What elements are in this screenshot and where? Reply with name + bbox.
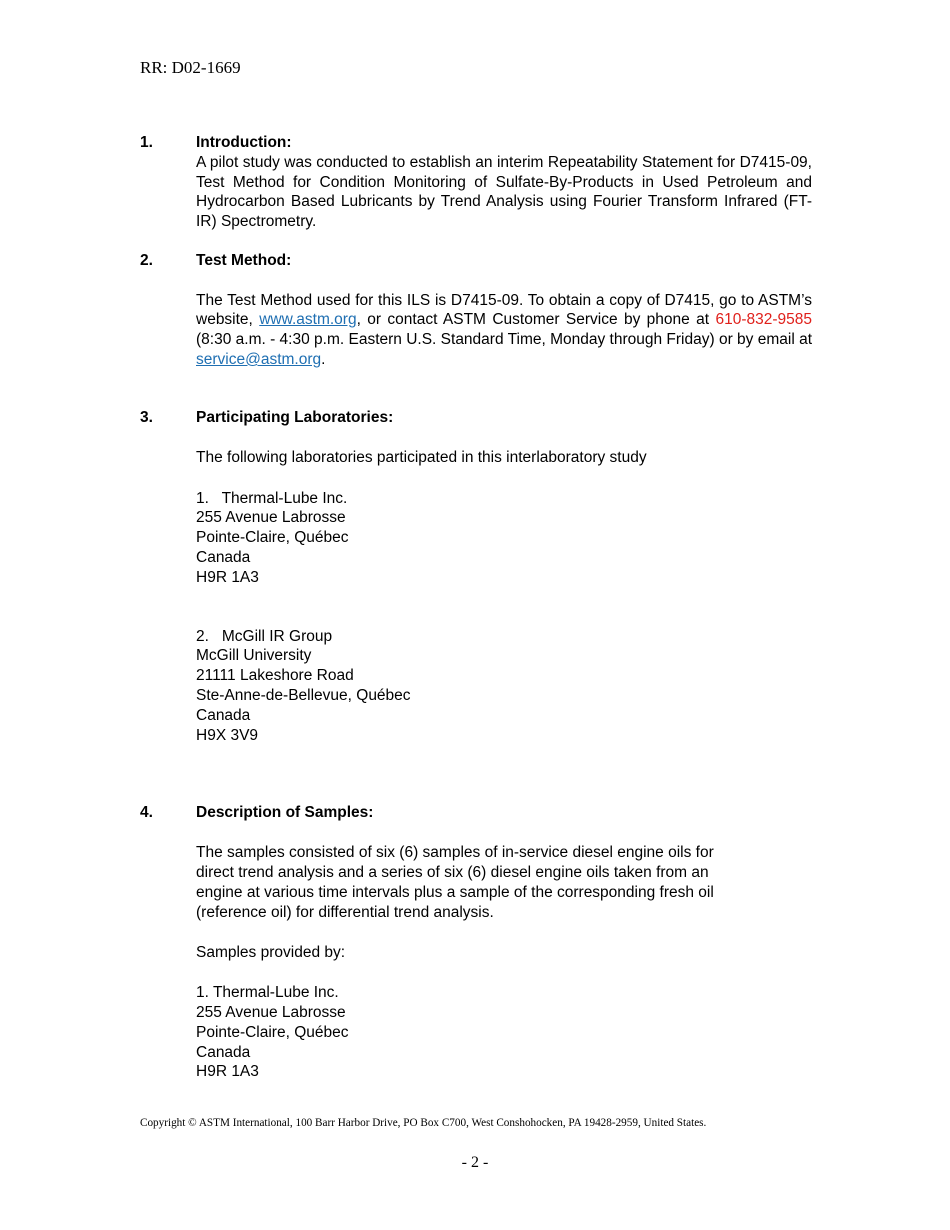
lab-1-name: 1. Thermal-Lube Inc. [196, 489, 348, 507]
section-participating-laboratories [140, 408, 812, 745]
astm-website-link[interactable]: www.astm.org [259, 311, 357, 329]
lab-1-street: 255 Avenue Labrosse [196, 509, 346, 527]
text-run: . [321, 350, 326, 368]
sample-provider-address [196, 983, 812, 1082]
lab-2-address [196, 627, 812, 746]
text-line: direct trend analysis and a series of six (6) diesel engine oils taken from an [196, 864, 709, 882]
lab-2-street: 21111 Lakeshore Road [196, 667, 354, 685]
text-run: The Test Method used for this ILS is D7415-09. To obtain a copy of D7415, go to ASTM’s website, [196, 291, 812, 329]
section-number: 4. [140, 804, 153, 821]
text-line: engine at various time intervals plus a sample of the corresponding fresh oil [196, 883, 714, 901]
samples-provided-by: Samples provided by: [196, 943, 346, 961]
lab-2-name: 2. McGill IR Group [196, 627, 333, 645]
section-title: Participating Laboratories: [196, 409, 394, 426]
section-title: Introduction: [196, 134, 292, 151]
page-number: - 2 - [461, 1154, 489, 1171]
text-run: (8:30 a.m. - 4:30 p.m. Eastern U.S. Standard Time, Monday through Friday) or by email at [196, 331, 812, 349]
text-run: , or contact ASTM Customer Service by phone at [356, 311, 716, 329]
section-title: Test Method: [196, 252, 292, 269]
lab-2-postal: H9X 3V9 [196, 726, 259, 744]
samples-paragraph [196, 843, 812, 922]
provider-postal: H9R 1A3 [196, 1063, 259, 1081]
provider-city: Pointe-Claire, Québec [196, 1023, 349, 1041]
text-line: (reference oil) for differential trend analysis. [196, 903, 494, 921]
introduction-paragraph: A pilot study was conducted to establish an interim Repeatability Statement for D7415-09, Test Method for Condition Monitoring of Sulfate-By-Products in Used Petroleum and Hydrocarbon Based Lubricants by Trend Analysis using Fourier Transform Infrared (FT-IR) Spectrometry. [196, 153, 812, 231]
section-number: 1. [140, 134, 153, 151]
section-number: 3. [140, 409, 153, 426]
copyright-footer: Copyright © ASTM International, 100 Barr Harbor Drive, PO Box C700, West Conshohocken, PA 19428-2959, United States. [140, 1117, 707, 1129]
lab-1-city: Pointe-Claire, Québec [196, 529, 349, 547]
labs-intro: The following laboratories participated in this interlaboratory study [196, 449, 647, 467]
section-number: 2. [140, 252, 153, 269]
section-description-of-samples [140, 803, 812, 1082]
service-email-link[interactable]: service@astm.org [196, 350, 322, 368]
section-introduction [140, 133, 812, 232]
lab-2-org: McGill University [196, 647, 312, 665]
lab-2-city: Ste-Anne-de-Bellevue, Québec [196, 686, 411, 704]
provider-name: 1. Thermal-Lube Inc. [196, 984, 339, 1002]
section-title: Description of Samples: [196, 804, 374, 821]
lab-1-country: Canada [196, 548, 251, 566]
phone-number: 610-832-9585 [715, 311, 812, 329]
provider-country: Canada [196, 1043, 251, 1061]
lab-1-postal: H9R 1A3 [196, 568, 259, 586]
report-id-header: RR: D02-1669 [140, 58, 241, 77]
section-test-method [140, 251, 812, 370]
provider-street: 255 Avenue Labrosse [196, 1004, 346, 1022]
test-method-paragraph [196, 291, 812, 370]
lab-2-country: Canada [196, 706, 251, 724]
lab-1-address [196, 489, 812, 588]
text-line: The samples consisted of six (6) samples of in-service diesel engine oils for [196, 844, 714, 862]
